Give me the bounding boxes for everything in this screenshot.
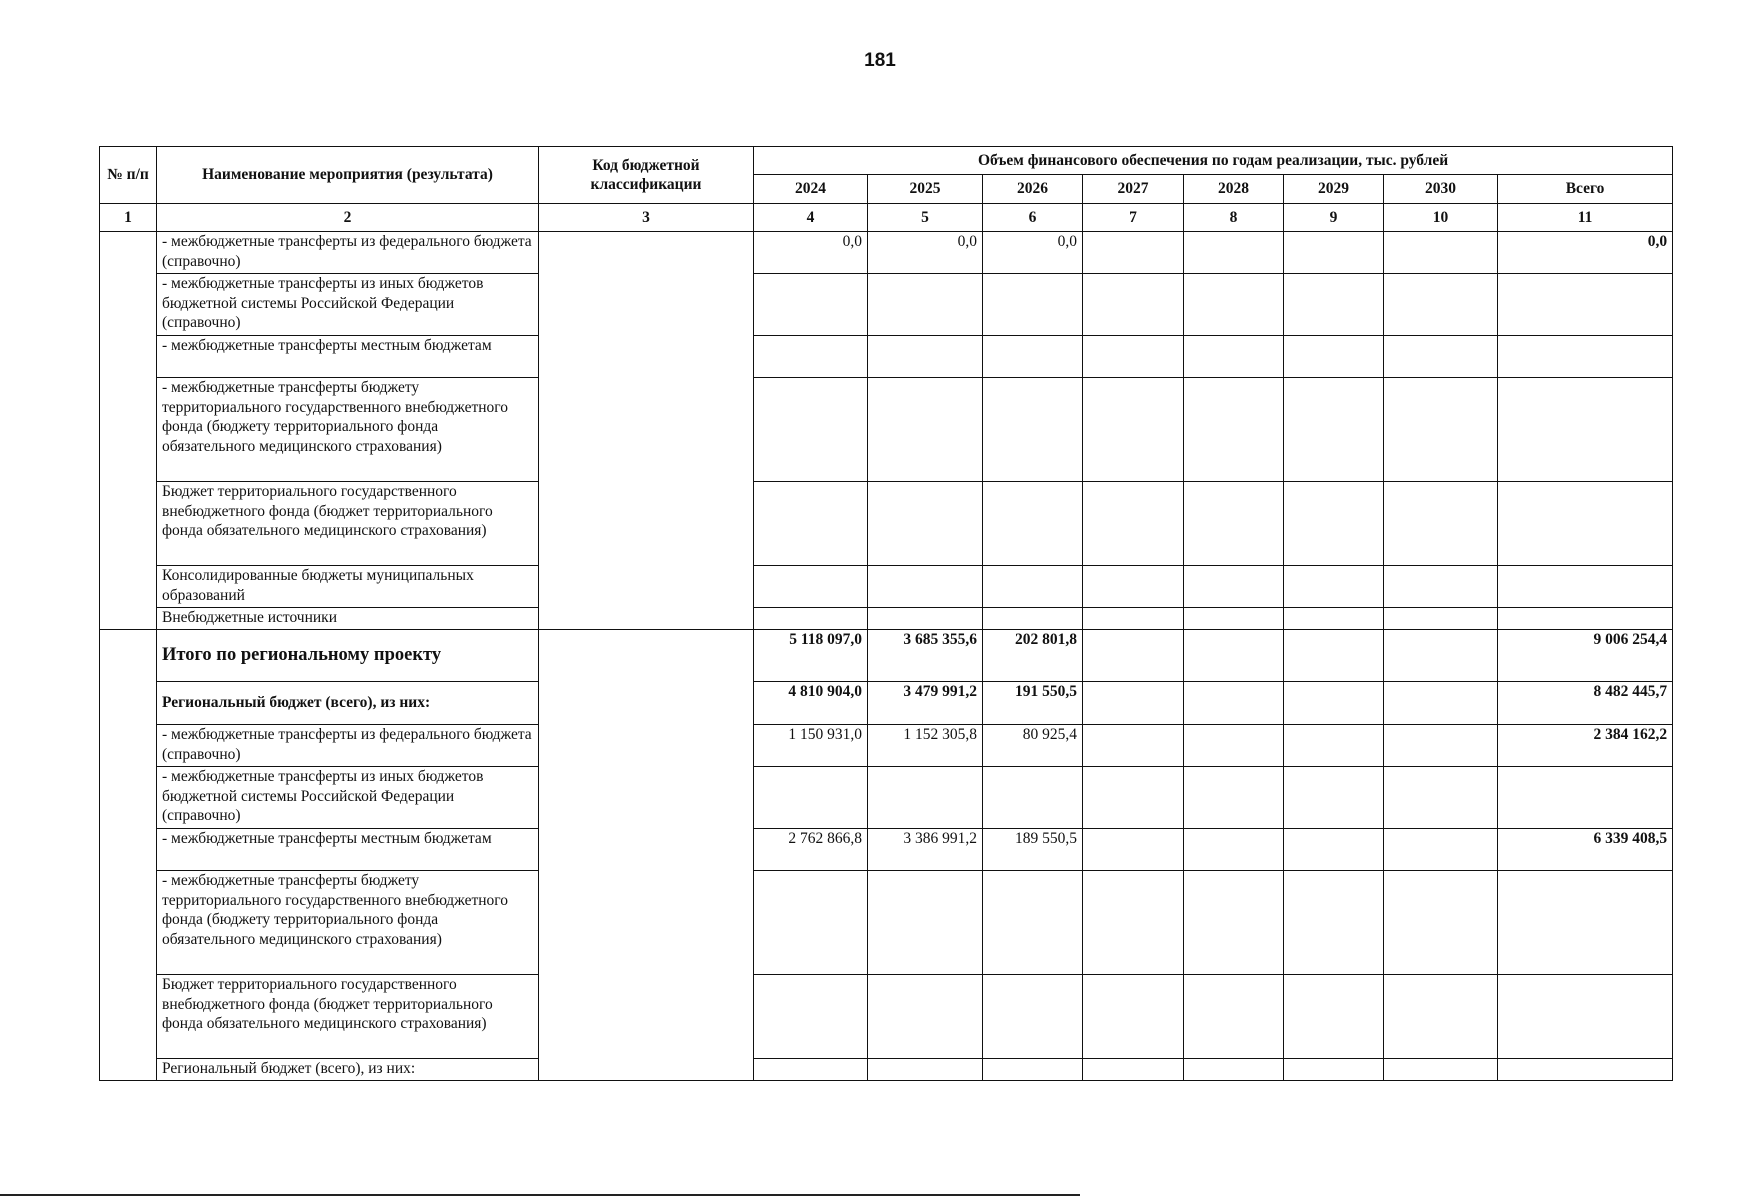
table-row: [100, 566, 1673, 608]
row-name: Бюджет территориального государственного внебюджетного фонда (бюджет территориального фонда обязательного медицинского страхования): [157, 482, 539, 566]
year-value-cell: [868, 336, 983, 378]
year-value-cell: [1184, 975, 1284, 1059]
year-value-cell: [1284, 336, 1384, 378]
year-value-cell: [983, 566, 1083, 608]
row-total-cell: [1498, 566, 1673, 608]
year-value-cell: [754, 608, 868, 630]
year-value-cell: [754, 566, 868, 608]
column-number-row: [100, 204, 1673, 232]
bottom-rule: [0, 1194, 1080, 1196]
year-value-cell: [1384, 767, 1498, 829]
year-value-cell: [1384, 274, 1498, 336]
year-value-cell: [1083, 975, 1184, 1059]
column-number: 7: [1083, 204, 1184, 232]
year-value-cell: [983, 274, 1083, 336]
year-value-cell: [754, 274, 868, 336]
row-name: Региональный бюджет (всего), из них:: [157, 682, 539, 725]
year-value-cell: [1284, 1059, 1384, 1081]
year-value-cell: [1284, 378, 1384, 482]
header-year: 2027: [1083, 175, 1184, 204]
year-value-cell: [754, 871, 868, 975]
year-value-cell: 5 118 097,0: [754, 630, 868, 682]
year-value-cell: [1184, 274, 1284, 336]
row-name: Консолидированные бюджеты муниципальных образований: [157, 566, 539, 608]
year-value-cell: [983, 871, 1083, 975]
header-year: 2024: [754, 175, 868, 204]
table-row: [100, 608, 1673, 630]
row-name: - межбюджетные трансферты бюджету территориального государственного внебюджетного фонда (бюджету территориального фонда обязательного медицинского страхования): [157, 871, 539, 975]
row-total-cell: 2 384 162,2: [1498, 725, 1673, 767]
year-value-cell: [1083, 767, 1184, 829]
year-value-cell: [983, 482, 1083, 566]
year-value-cell: [1184, 482, 1284, 566]
year-value-cell: [983, 975, 1083, 1059]
header-year: 2029: [1284, 175, 1384, 204]
year-value-cell: [1284, 829, 1384, 871]
year-value-cell: [868, 871, 983, 975]
year-value-cell: [1384, 682, 1498, 725]
budget-table: [99, 146, 1673, 1081]
year-value-cell: [868, 566, 983, 608]
year-value-cell: [1184, 767, 1284, 829]
row-number-cell: [100, 232, 157, 630]
year-value-cell: [1384, 232, 1498, 274]
page-number: 181: [864, 50, 896, 71]
row-name: - межбюджетные трансферты из федерального бюджета (справочно): [157, 725, 539, 767]
row-total-cell: 6 339 408,5: [1498, 829, 1673, 871]
year-value-cell: [1384, 630, 1498, 682]
year-value-cell: [1184, 232, 1284, 274]
year-value-cell: [868, 1059, 983, 1081]
year-value-cell: [1384, 829, 1498, 871]
year-value-cell: [1384, 725, 1498, 767]
year-value-cell: [1184, 566, 1284, 608]
year-value-cell: [983, 608, 1083, 630]
year-value-cell: [983, 1059, 1083, 1081]
year-value-cell: [1284, 682, 1384, 725]
year-value-cell: [1184, 630, 1284, 682]
year-value-cell: [1083, 378, 1184, 482]
year-value-cell: [1284, 871, 1384, 975]
year-value-cell: [1384, 975, 1498, 1059]
year-value-cell: [868, 608, 983, 630]
year-value-cell: [1384, 336, 1498, 378]
row-total-cell: [1498, 975, 1673, 1059]
row-name: Бюджет территориального государственного внебюджетного фонда (бюджет территориального фонда обязательного медицинского страхования): [157, 975, 539, 1059]
year-value-cell: 0,0: [983, 232, 1083, 274]
year-value-cell: [1384, 566, 1498, 608]
year-value-cell: 4 810 904,0: [754, 682, 868, 725]
year-value-cell: [1083, 829, 1184, 871]
header-total: Всего: [1498, 175, 1673, 204]
year-value-cell: [1184, 725, 1284, 767]
year-value-cell: [1284, 975, 1384, 1059]
table-row: [100, 232, 1673, 274]
row-name: - межбюджетные трансферты из иных бюджетов бюджетной системы Российской Федерации (справочно): [157, 767, 539, 829]
column-number: 5: [868, 204, 983, 232]
year-value-cell: [1083, 336, 1184, 378]
row-total-cell: [1498, 378, 1673, 482]
year-value-cell: [1284, 566, 1384, 608]
row-name: - межбюджетные трансферты бюджету территориального государственного внебюджетного фонда (бюджету территориального фонда обязательного медицинского страхования): [157, 378, 539, 482]
year-value-cell: [754, 767, 868, 829]
column-number: 4: [754, 204, 868, 232]
header-code: Код бюджетной классификации: [539, 147, 754, 204]
year-value-cell: [1184, 829, 1284, 871]
row-total-cell: 9 006 254,4: [1498, 630, 1673, 682]
year-value-cell: [754, 975, 868, 1059]
year-value-cell: [1284, 630, 1384, 682]
year-value-cell: [1083, 232, 1184, 274]
year-value-cell: [1184, 871, 1284, 975]
year-value-cell: [1083, 630, 1184, 682]
year-value-cell: [754, 336, 868, 378]
row-total-cell: [1498, 274, 1673, 336]
header-volume: Объем финансового обеспечения по годам реализации, тыс. рублей: [754, 147, 1673, 175]
table-row: [100, 767, 1673, 829]
column-number: 6: [983, 204, 1083, 232]
year-value-cell: [1284, 274, 1384, 336]
year-value-cell: [868, 274, 983, 336]
column-number: 9: [1284, 204, 1384, 232]
year-value-cell: [1083, 1059, 1184, 1081]
year-value-cell: [1284, 232, 1384, 274]
row-name: - межбюджетные трансферты местным бюджетам: [157, 829, 539, 871]
year-value-cell: [1184, 682, 1284, 725]
year-value-cell: 3 386 991,2: [868, 829, 983, 871]
column-number: 2: [157, 204, 539, 232]
year-value-cell: [1083, 274, 1184, 336]
row-name: - межбюджетные трансферты из федерального бюджета (справочно): [157, 232, 539, 274]
table-row: [100, 725, 1673, 767]
year-value-cell: [1384, 871, 1498, 975]
year-value-cell: 1 152 305,8: [868, 725, 983, 767]
row-total-cell: 8 482 445,7: [1498, 682, 1673, 725]
header-year: 2028: [1184, 175, 1284, 204]
row-total-cell: [1498, 608, 1673, 630]
table-row: [100, 336, 1673, 378]
year-value-cell: [1083, 566, 1184, 608]
year-value-cell: 1 150 931,0: [754, 725, 868, 767]
year-value-cell: [1384, 1059, 1498, 1081]
column-number: 1: [100, 204, 157, 232]
column-number: 10: [1384, 204, 1498, 232]
row-total-cell: 0,0: [1498, 232, 1673, 274]
row-name: Региональный бюджет (всего), из них:: [157, 1059, 539, 1081]
year-value-cell: 3 685 355,6: [868, 630, 983, 682]
year-value-cell: [983, 378, 1083, 482]
row-total-cell: [1498, 871, 1673, 975]
table-row: [100, 274, 1673, 336]
table-row: [100, 871, 1673, 975]
year-value-cell: [1083, 725, 1184, 767]
header-year: 2026: [983, 175, 1083, 204]
row-total-cell: [1498, 336, 1673, 378]
year-value-cell: 202 801,8: [983, 630, 1083, 682]
header-year: 2030: [1384, 175, 1498, 204]
year-value-cell: [1184, 608, 1284, 630]
table-row: [100, 378, 1673, 482]
budget-code-cell: [539, 232, 754, 630]
year-value-cell: [754, 482, 868, 566]
year-value-cell: [1284, 767, 1384, 829]
year-value-cell: 2 762 866,8: [754, 829, 868, 871]
year-value-cell: [983, 767, 1083, 829]
row-total-cell: [1498, 482, 1673, 566]
year-value-cell: [1384, 482, 1498, 566]
row-name: Итого по региональному проекту: [157, 630, 539, 682]
table-row: [100, 630, 1673, 682]
year-value-cell: [1184, 1059, 1284, 1081]
year-value-cell: [1184, 336, 1284, 378]
year-value-cell: [1284, 725, 1384, 767]
year-value-cell: 0,0: [868, 232, 983, 274]
year-value-cell: 80 925,4: [983, 725, 1083, 767]
row-name: - межбюджетные трансферты из иных бюджетов бюджетной системы Российской Федерации (справочно): [157, 274, 539, 336]
year-value-cell: [1083, 682, 1184, 725]
header-row-1: [100, 147, 1673, 175]
year-value-cell: [1284, 608, 1384, 630]
year-value-cell: 0,0: [754, 232, 868, 274]
year-value-cell: 191 550,5: [983, 682, 1083, 725]
year-value-cell: [868, 378, 983, 482]
row-total-cell: [1498, 767, 1673, 829]
year-value-cell: [983, 336, 1083, 378]
year-value-cell: [1083, 871, 1184, 975]
row-total-cell: [1498, 1059, 1673, 1081]
year-value-cell: 189 550,5: [983, 829, 1083, 871]
column-number: 11: [1498, 204, 1673, 232]
row-name: - межбюджетные трансферты местным бюджетам: [157, 336, 539, 378]
year-value-cell: [754, 378, 868, 482]
year-value-cell: [1384, 608, 1498, 630]
header-year: 2025: [868, 175, 983, 204]
header-num: № п/п: [100, 147, 157, 204]
table-row: [100, 829, 1673, 871]
year-value-cell: [754, 1059, 868, 1081]
year-value-cell: [1384, 378, 1498, 482]
table-row: [100, 975, 1673, 1059]
year-value-cell: 3 479 991,2: [868, 682, 983, 725]
table-row: [100, 682, 1673, 725]
column-number: 3: [539, 204, 754, 232]
row-name: Внебюджетные источники: [157, 608, 539, 630]
header-name: Наименование мероприятия (результата): [157, 147, 539, 204]
table-row: [100, 1059, 1673, 1081]
year-value-cell: [1083, 608, 1184, 630]
year-value-cell: [1083, 482, 1184, 566]
year-value-cell: [868, 482, 983, 566]
budget-code-cell: [539, 630, 754, 1081]
year-value-cell: [1284, 482, 1384, 566]
year-value-cell: [1184, 378, 1284, 482]
column-number: 8: [1184, 204, 1284, 232]
year-value-cell: [868, 975, 983, 1059]
year-value-cell: [868, 767, 983, 829]
table-row: [100, 482, 1673, 566]
row-number-cell: [100, 630, 157, 1081]
